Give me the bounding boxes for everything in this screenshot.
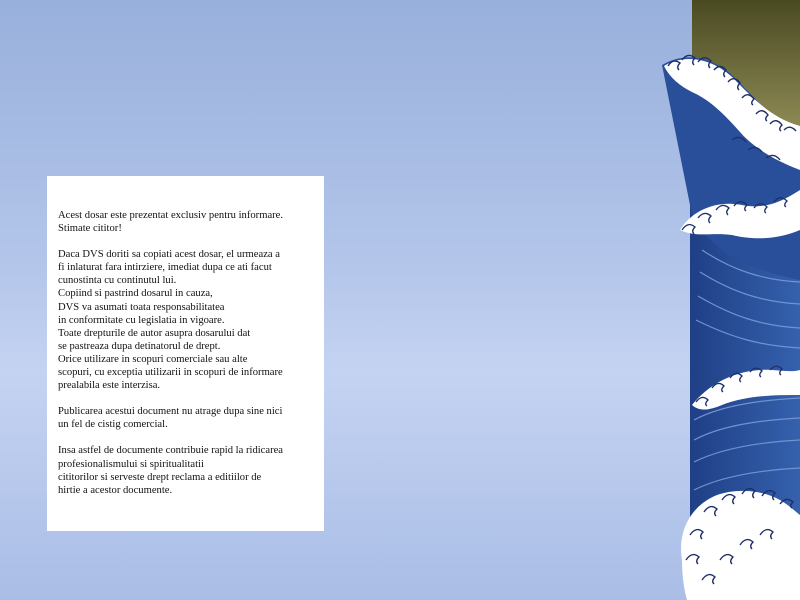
notice-paragraph-1: Acest dosar este prezentat exclusiv pentru informare. Stimate cititor! [58, 210, 284, 235]
notice-paragraph-2: Daca DVS doriti sa copiati acest dosar, el urmeaza a fi inlaturat fara intirziere, imediat dupa ce ati facut cunostinta cu continutul lui. Copiind si pastrind dosarul in cauza, DVS va asumati toata responsabilitatea in conformitate cu legislatia in vigoare. Toate drepturile de autor asupra dosarului dat se pastreaza dupa detinatorul de drept. Orice utilizare in scopuri comerciale sau alte scopuri, cu exceptia utilizarii in scopuri de informare prealabila este interzisa. [58, 249, 283, 392]
ocean-wave-icon [662, 0, 800, 600]
notice-panel [47, 176, 324, 531]
notice-paragraph-3: Publicarea acestui document nu atrage dupa sine nici un fel de cistig comercial. [58, 406, 283, 431]
notice-paragraph-4: Insa astfel de documente contribuie rapid la ridicarea profesionalismului si spiritualitatii cititorilor si serveste drept reclama a editiilor de hirtie a acestor documente. [58, 445, 284, 496]
